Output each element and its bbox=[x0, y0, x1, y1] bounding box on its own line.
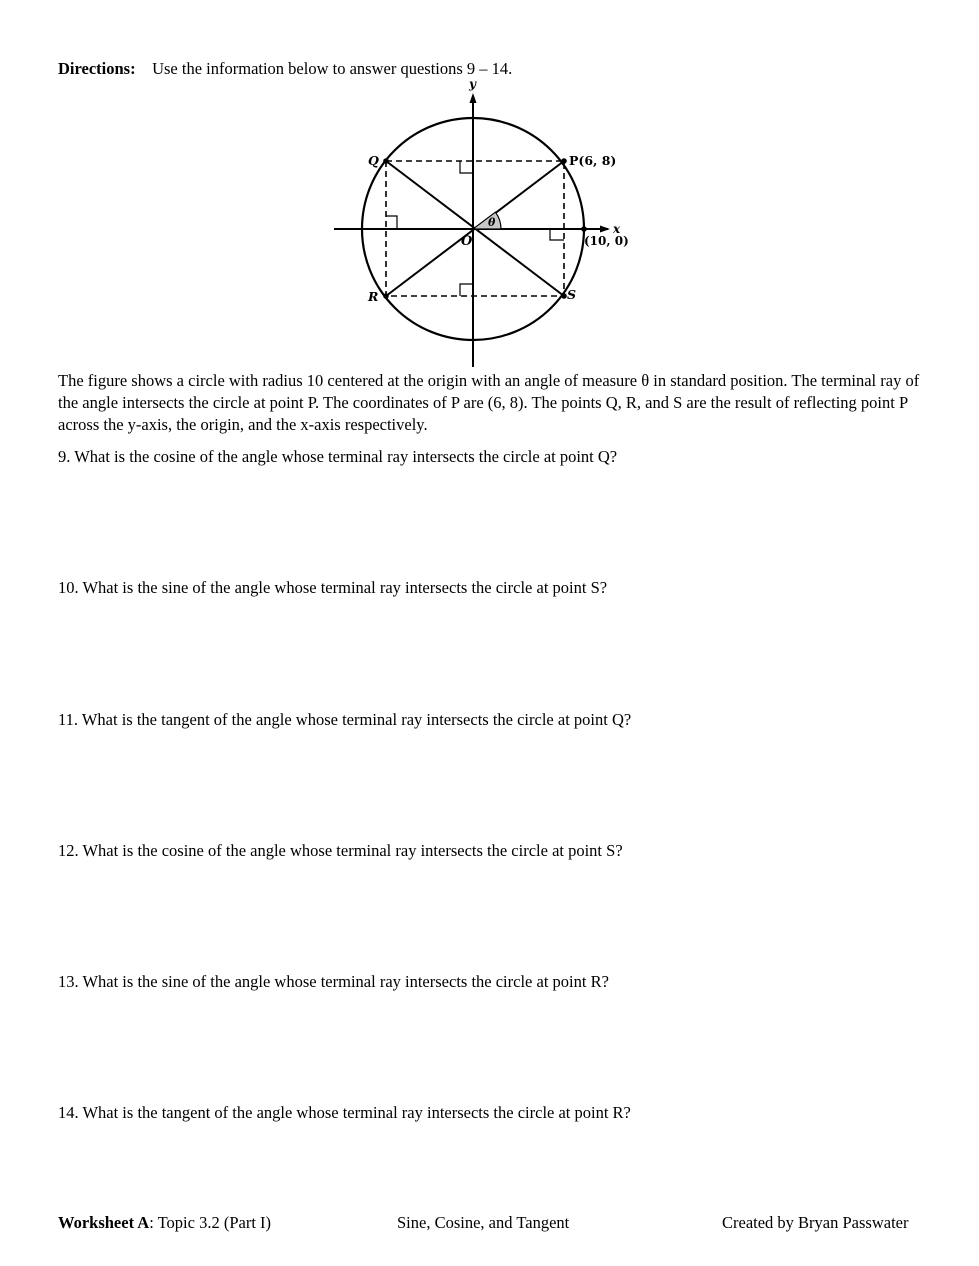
point-p-label: P(6, 8) bbox=[569, 153, 617, 168]
point-q-label: Q bbox=[368, 153, 379, 168]
y-axis-label: y bbox=[469, 77, 476, 91]
point-r bbox=[383, 293, 389, 299]
question-13: 13. What is the sine of the angle whose terminal ray intersects the circle at point R? bbox=[58, 972, 609, 991]
x-intercept-label: (10, 0) bbox=[584, 234, 629, 248]
directions-text: Use the information below to answer questions 9 – 14. bbox=[152, 59, 513, 78]
right-angle-mark-top bbox=[460, 161, 473, 173]
point-s bbox=[561, 293, 567, 299]
question-9: 9. What is the cosine of the angle whose terminal ray intersects the circle at point Q? bbox=[58, 447, 618, 466]
footer-worksheet bbox=[58, 1213, 271, 1233]
point-x-intercept bbox=[581, 226, 587, 232]
x-axis-arrow bbox=[600, 226, 610, 233]
right-angle-mark-left bbox=[386, 216, 397, 229]
angle-theta-arc bbox=[473, 212, 501, 229]
x-axis-label: x bbox=[613, 222, 621, 236]
angle-theta-label: θ bbox=[488, 216, 496, 229]
unit-circle-figure bbox=[330, 77, 640, 369]
footer-author: Created by Bryan Passwater bbox=[722, 1213, 909, 1232]
point-p bbox=[561, 158, 567, 164]
directions-label: Directions: bbox=[58, 59, 136, 78]
intro-paragraph: The figure shows a circle with radius 10 centered at the origin with an angle of measure θ in standard position. The terminal ray of the angle intersects the circle at point P. The coordinates of P are (6, 8). The points Q, R, and S are the result of reflecting point P across the y-axis, the origin, and the x-axis respectively. bbox=[58, 371, 920, 434]
origin-label: O bbox=[461, 234, 473, 249]
footer-subject: Sine, Cosine, and Tangent bbox=[397, 1213, 570, 1232]
point-s-label: S bbox=[567, 287, 577, 302]
point-q bbox=[383, 158, 389, 164]
right-angle-mark-bottom bbox=[460, 284, 473, 296]
right-angle-mark-right bbox=[550, 229, 564, 240]
question-11: 11. What is the tangent of the angle whose terminal ray intersects the circle at point Q? bbox=[58, 710, 632, 729]
directions bbox=[58, 59, 512, 79]
y-axis-arrow bbox=[470, 93, 477, 103]
question-10: 10. What is the sine of the angle whose terminal ray intersects the circle at point S? bbox=[58, 578, 608, 597]
footer-topic: : Topic 3.2 (Part I) bbox=[149, 1213, 272, 1232]
point-r-label: R bbox=[368, 289, 379, 304]
question-14: 14. What is the tangent of the angle whose terminal ray intersects the circle at point R? bbox=[58, 1103, 631, 1122]
question-12: 12. What is the cosine of the angle whose terminal ray intersects the circle at point S? bbox=[58, 841, 623, 860]
footer-worksheet-label: Worksheet A bbox=[58, 1213, 150, 1232]
